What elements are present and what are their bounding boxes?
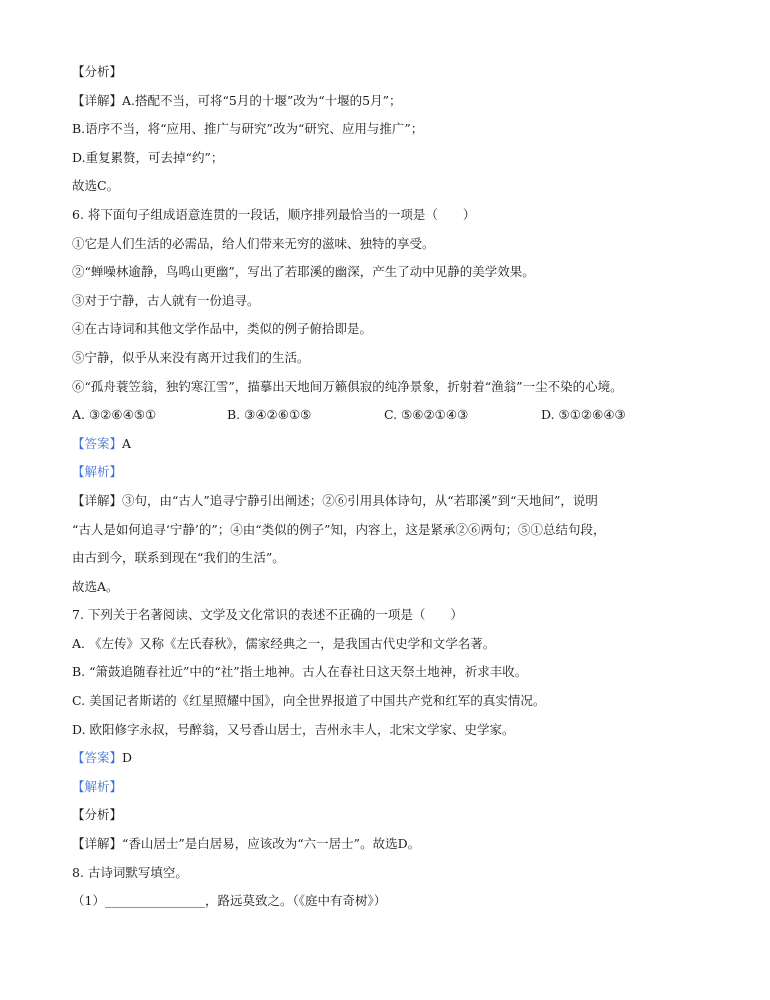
q6-sentence-5: ⑤宁静，似乎从来没有离开过我们的生活。 — [72, 349, 310, 365]
q6-detail-2: “古人是如何追寻‘宁静’的”；④由“类似的例子”知，内容上，这是紧承②⑥两句；⑤①总结句段， — [72, 521, 606, 537]
q6-option-a: A. ③②⑥④⑤① — [72, 407, 157, 423]
q6-options — [72, 401, 712, 430]
q6-option-c: C. ⑤⑥②①④③ — [384, 407, 469, 423]
q6-detail-1: 【详解】③句，由“古人”追寻宁静引出阐述；②⑥引用具体诗句，从“若耶溪”到“天地间”，说明 — [72, 492, 598, 508]
q6-answer-label: 【答案】 — [72, 435, 123, 451]
q5-conclusion: 故选C。 — [72, 178, 120, 194]
q7-option-c: C. 美国记者斯诺的《红星照耀中国》，向全世界报道了中国共产党和红军的真实情况。 — [72, 693, 546, 709]
q6-option-d: D. ⑤①②⑥④③ — [541, 407, 626, 423]
q7-option-a: A. 《左传》又称《左氏春秋》，儒家经典之一，是我国古代史学和文学名著。 — [72, 635, 496, 651]
q6-answer — [72, 430, 712, 459]
q6-answer-value: A — [122, 435, 132, 451]
q6-sentence-6: ⑥“孤舟蓑笠翁，独钓寒江雪”，描摹出天地间万籁俱寂的纯净景象，折射着“渔翁”一尘不染的心境。 — [72, 378, 623, 394]
q7-analysis-label: 【解析】 — [72, 778, 123, 794]
q6-sentence-1: ①它是人们生活的必需品，给人们带来无穷的滋味、独特的享受。 — [72, 235, 435, 251]
detail-line-a: 【详解】A.搭配不当，可将“5月的十堰”改为“十堰的5月”； — [72, 92, 402, 108]
question-7: 7. 下列关于名著阅读、文学及文化常识的表述不正确的一项是（ ） — [72, 607, 463, 623]
q7-fenxi: 【分析】 — [72, 807, 123, 823]
question-8: 8. 古诗词默写填空。 — [72, 864, 188, 880]
q7-answer-value: D — [122, 750, 133, 766]
analysis-heading: 【分析】 — [72, 64, 123, 79]
q7-answer-label: 【答案】 — [72, 750, 123, 766]
q7-answer — [72, 744, 712, 773]
document-page — [72, 58, 712, 916]
q6-detail-3: 由古到今，联系到现在“我们的生活”。 — [72, 550, 285, 566]
question-6: 6. 将下面句子组成语意连贯的一段话，顺序排列最恰当的一项是（ ） — [72, 206, 476, 222]
detail-line-d: D.重复累赘，可去掉“约”； — [72, 149, 224, 165]
detail-line-b: B.语序不当，将“应用、推广与研究”改为“研究、应用与推广”； — [72, 121, 424, 137]
q6-option-b: B. ③④②⑥①⑤ — [227, 407, 312, 423]
q6-sentence-4: ④在古诗词和其他文学作品中，类似的例子俯拾即是。 — [72, 321, 373, 337]
q7-option-b: B. “箫鼓追随春社近”中的“社”指土地神。古人在春社日这天祭土地神，祈求丰收。 — [72, 664, 528, 680]
q6-analysis-label: 【解析】 — [72, 464, 123, 480]
q7-detail: 【详解】“香山居士”是白居易，应该改为“六一居士”。故选D。 — [72, 836, 421, 852]
q7-option-d: D. 欧阳修字永叔，号醉翁，又号香山居士，吉州永丰人，北宋文学家、史学家。 — [72, 721, 515, 737]
q6-sentence-2: ②“蝉噪林逾静，鸟鸣山更幽”，写出了若耶溪的幽深，产生了动中见静的美学效果。 — [72, 264, 535, 280]
q6-conclusion: 故选A。 — [72, 578, 119, 594]
q8-item-1: （1）________________，路远莫致之。（《庭中有奇树》） — [72, 893, 387, 909]
q6-sentence-3: ③对于宁静，古人就有一份追寻。 — [72, 292, 260, 308]
